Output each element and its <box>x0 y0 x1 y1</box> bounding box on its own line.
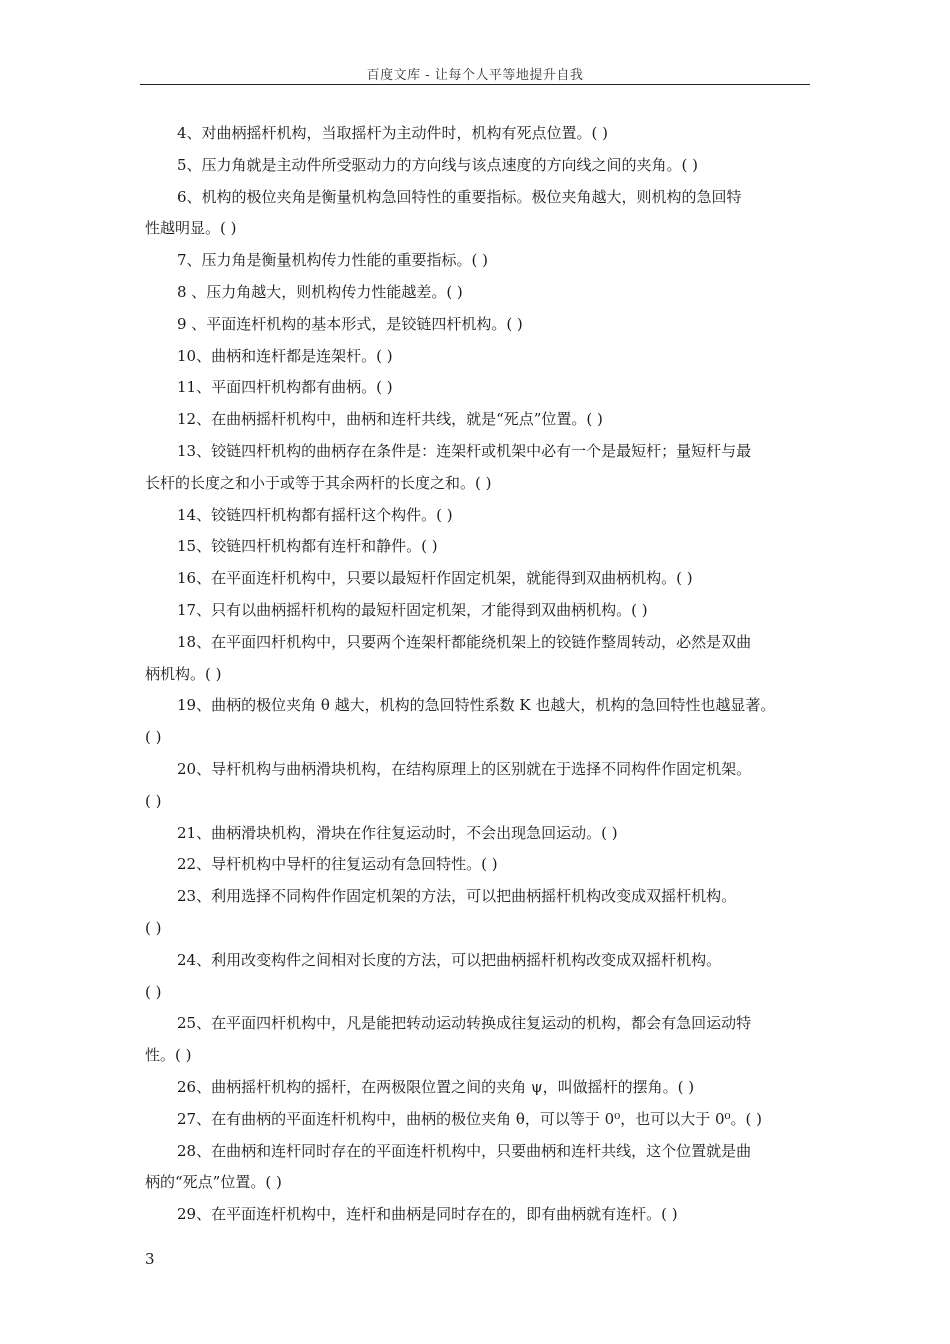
question-text: 4、对曲柄摇杆机构，当取摇杆为主动件时，机构有死点位置。( ) <box>177 124 609 142</box>
question-item <box>145 182 810 246</box>
question-text: 19、曲柄的极位夹角 θ 越大，机构的急回特性系数 K 也越大，机构的急回特性也越显著。 <box>177 696 776 715</box>
question-item <box>145 277 810 309</box>
question-text: 17、只有以曲柄摇杆机构的最短杆固定机架，才能得到双曲柄机构。( ) <box>177 600 648 619</box>
question-text: 14、铰链四杆机构都有摇杆这个构件。( ) <box>177 505 453 524</box>
question-text: 18、在平面四杆机构中，只要两个连架杆都能绕机架上的铰链作整周转动，必然是双曲 <box>177 632 752 651</box>
question-text: 15、铰链四杆机构都有连杆和静件。( ) <box>177 537 438 556</box>
question-item <box>145 754 810 818</box>
question-list <box>145 118 810 1231</box>
question-text: 29、在平面连杆机构中，连杆和曲柄是同时存在的，即有曲柄就有连杆。( ) <box>177 1205 678 1224</box>
question-item <box>145 1199 810 1231</box>
question-text: 5、压力角就是主动件所受驱动力的方向线与该点速度的方向线之间的夹角。( ) <box>177 155 699 174</box>
question-text-continuation: ( ) <box>145 791 162 810</box>
question-item <box>145 531 810 563</box>
question-item <box>145 372 810 404</box>
question-text: 10、曲柄和连杆都是连架杆。( ) <box>177 346 393 365</box>
question-item <box>145 1136 810 1200</box>
page-number: 3 <box>145 1250 155 1268</box>
question-item <box>145 309 810 341</box>
question-text: 23、利用选择不同构件作固定机架的方法，可以把曲柄摇杆机构改变成双摇杆机构。 <box>177 887 737 906</box>
question-item <box>145 690 810 754</box>
question-item <box>145 1072 810 1104</box>
question-item <box>145 627 810 691</box>
question-text-continuation: 长杆的长度之和小于或等于其余两杆的长度之和。( ) <box>145 473 492 492</box>
question-text: 7、压力角是衡量机构传力性能的重要指标。( ) <box>177 251 489 270</box>
question-text-continuation: 性。( ) <box>145 1046 192 1065</box>
question-text: 25、在平面四杆机构中，凡是能把转动运动转换成往复运动的机构，都会有急回运动特 <box>177 1014 752 1033</box>
question-item <box>145 500 810 532</box>
question-text-continuation: ( ) <box>145 918 162 937</box>
question-text: 27、在有曲柄的平面连杆机构中，曲柄的极位夹角 θ，可以等于 0⁰，也可以大于 0⁰。( ) <box>177 1109 763 1128</box>
question-item <box>145 1104 810 1136</box>
question-item <box>145 150 810 182</box>
question-item <box>145 341 810 373</box>
question-item <box>145 436 810 500</box>
question-item <box>145 595 810 627</box>
question-item <box>145 818 810 850</box>
question-text: 16、在平面连杆机构中，只要以最短杆作固定机架，就能得到双曲柄机构。( ) <box>177 569 693 588</box>
question-item <box>145 118 810 150</box>
question-text: 26、曲柄摇杆机构的摇杆，在两极限位置之间的夹角 ψ，叫做摇杆的摆角。( ) <box>177 1077 695 1096</box>
question-text: 24、利用改变构件之间相对长度的方法，可以把曲柄摇杆机构改变成双摇杆机构。 <box>177 950 722 969</box>
question-text: 20、导杆机构与曲柄滑块机构，在结构原理上的区别就在于选择不同构件作固定机架。 <box>177 759 752 778</box>
question-text-continuation: 柄的“死点”位置。( ) <box>145 1173 282 1192</box>
question-text-continuation: ( ) <box>145 982 162 1001</box>
question-item <box>145 404 810 436</box>
question-item <box>145 1008 810 1072</box>
question-text: 11、平面四杆机构都有曲柄。( ) <box>177 378 393 397</box>
header-rule <box>140 84 810 85</box>
question-text: 8 、压力角越大，则机构传力性能越差。( ) <box>177 282 463 301</box>
question-text: 22、导杆机构中导杆的往复运动有急回特性。( ) <box>177 855 498 874</box>
question-text: 9 、平面连杆机构的基本形式，是铰链四杆机构。( ) <box>177 314 523 333</box>
question-text-continuation: 柄机构。( ) <box>145 664 222 683</box>
question-item <box>145 945 810 1009</box>
question-text: 12、在曲柄摇杆机构中，曲柄和连杆共线，就是“死点”位置。( ) <box>177 410 603 429</box>
question-item <box>145 881 810 945</box>
question-text-continuation: ( ) <box>145 728 162 747</box>
question-text: 21、曲柄滑块机构，滑块在作往复运动时，不会出现急回运动。( ) <box>177 823 618 842</box>
question-text: 13、铰链四杆机构的曲柄存在条件是：连架杆或机架中必有一个是最短杆；量短杆与最 <box>177 441 752 460</box>
question-text: 6、机构的极位夹角是衡量机构急回特性的重要指标。极位夹角越大，则机构的急回特 <box>177 187 742 206</box>
question-item <box>145 563 810 595</box>
question-text: 28、在曲柄和连杆同时存在的平面连杆机构中，只要曲柄和连杆共线，这个位置就是曲 <box>177 1141 752 1160</box>
question-text-continuation: 性越明显。( ) <box>145 219 237 238</box>
page-header: 百度文库 - 让每个人平等地提升自我 <box>366 68 584 83</box>
question-item <box>145 245 810 277</box>
question-item <box>145 849 810 881</box>
